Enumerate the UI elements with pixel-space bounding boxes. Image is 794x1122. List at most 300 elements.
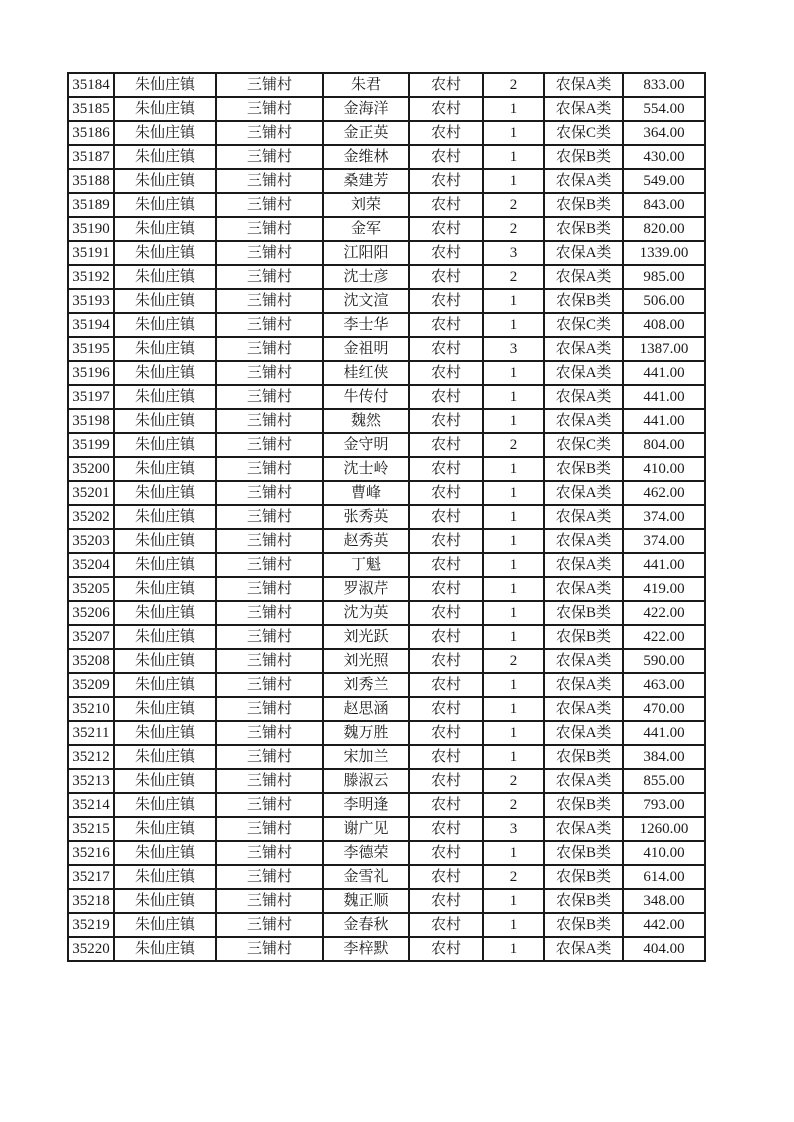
cell-town: 朱仙庄镇 (114, 385, 216, 409)
cell-insurance-category: 农保B类 (544, 841, 623, 865)
cell-person-count: 1 (483, 889, 544, 913)
table-row (68, 817, 705, 841)
cell-amount: 422.00 (623, 601, 705, 625)
cell-village: 三铺村 (216, 697, 323, 721)
cell-record-id: 35208 (68, 649, 114, 673)
table-row (68, 697, 705, 721)
cell-record-id: 35188 (68, 169, 114, 193)
table-row (68, 625, 705, 649)
cell-person-count: 1 (483, 625, 544, 649)
cell-village: 三铺村 (216, 769, 323, 793)
cell-residence-type: 农村 (409, 697, 483, 721)
cell-person-name: 沈文渲 (323, 289, 409, 313)
cell-person-count: 1 (483, 97, 544, 121)
cell-residence-type: 农村 (409, 409, 483, 433)
cell-insurance-category: 农保B类 (544, 601, 623, 625)
cell-record-id: 35191 (68, 241, 114, 265)
cell-town: 朱仙庄镇 (114, 361, 216, 385)
cell-person-name: 金守明 (323, 433, 409, 457)
cell-town: 朱仙庄镇 (114, 313, 216, 337)
cell-village: 三铺村 (216, 577, 323, 601)
cell-insurance-category: 农保B类 (544, 793, 623, 817)
cell-amount: 408.00 (623, 313, 705, 337)
cell-amount: 843.00 (623, 193, 705, 217)
cell-person-name: 李梓默 (323, 937, 409, 961)
cell-town: 朱仙庄镇 (114, 73, 216, 97)
cell-insurance-category: 农保A类 (544, 673, 623, 697)
cell-person-count: 2 (483, 649, 544, 673)
cell-person-name: 金军 (323, 217, 409, 241)
table-row (68, 73, 705, 97)
cell-amount: 549.00 (623, 169, 705, 193)
cell-amount: 374.00 (623, 505, 705, 529)
cell-person-count: 1 (483, 553, 544, 577)
cell-amount: 441.00 (623, 385, 705, 409)
cell-village: 三铺村 (216, 601, 323, 625)
table-row (68, 841, 705, 865)
cell-record-id: 35212 (68, 745, 114, 769)
cell-amount: 441.00 (623, 409, 705, 433)
cell-record-id: 35214 (68, 793, 114, 817)
cell-record-id: 35190 (68, 217, 114, 241)
cell-residence-type: 农村 (409, 889, 483, 913)
cell-amount: 442.00 (623, 913, 705, 937)
cell-person-name: 沈士彦 (323, 265, 409, 289)
table-row (68, 745, 705, 769)
cell-insurance-category: 农保A类 (544, 817, 623, 841)
cell-village: 三铺村 (216, 97, 323, 121)
table-row (68, 433, 705, 457)
table-row (68, 169, 705, 193)
cell-record-id: 35215 (68, 817, 114, 841)
table-row (68, 241, 705, 265)
cell-amount: 441.00 (623, 553, 705, 577)
cell-record-id: 35216 (68, 841, 114, 865)
cell-person-name: 桂红侠 (323, 361, 409, 385)
cell-insurance-category: 农保C类 (544, 121, 623, 145)
cell-insurance-category: 农保A类 (544, 937, 623, 961)
cell-town: 朱仙庄镇 (114, 889, 216, 913)
cell-insurance-category: 农保A类 (544, 337, 623, 361)
table-row (68, 145, 705, 169)
cell-person-count: 2 (483, 433, 544, 457)
cell-village: 三铺村 (216, 817, 323, 841)
cell-person-name: 宋加兰 (323, 745, 409, 769)
cell-person-name: 罗淑芹 (323, 577, 409, 601)
cell-record-id: 35186 (68, 121, 114, 145)
cell-insurance-category: 农保B类 (544, 193, 623, 217)
cell-record-id: 35203 (68, 529, 114, 553)
cell-residence-type: 农村 (409, 337, 483, 361)
cell-residence-type: 农村 (409, 817, 483, 841)
cell-amount: 506.00 (623, 289, 705, 313)
cell-town: 朱仙庄镇 (114, 529, 216, 553)
cell-insurance-category: 农保A类 (544, 97, 623, 121)
cell-town: 朱仙庄镇 (114, 625, 216, 649)
cell-person-count: 2 (483, 73, 544, 97)
cell-residence-type: 农村 (409, 649, 483, 673)
cell-residence-type: 农村 (409, 577, 483, 601)
cell-person-count: 2 (483, 193, 544, 217)
table-row (68, 937, 705, 961)
cell-town: 朱仙庄镇 (114, 265, 216, 289)
table-row (68, 649, 705, 673)
cell-record-id: 35200 (68, 457, 114, 481)
cell-insurance-category: 农保A类 (544, 385, 623, 409)
cell-residence-type: 农村 (409, 193, 483, 217)
cell-person-name: 金祖明 (323, 337, 409, 361)
cell-person-count: 1 (483, 385, 544, 409)
cell-residence-type: 农村 (409, 217, 483, 241)
cell-person-count: 1 (483, 361, 544, 385)
cell-village: 三铺村 (216, 865, 323, 889)
cell-record-id: 35213 (68, 769, 114, 793)
cell-insurance-category: 农保A类 (544, 409, 623, 433)
cell-town: 朱仙庄镇 (114, 721, 216, 745)
cell-insurance-category: 农保B类 (544, 289, 623, 313)
cell-village: 三铺村 (216, 505, 323, 529)
cell-amount: 833.00 (623, 73, 705, 97)
cell-record-id: 35187 (68, 145, 114, 169)
cell-person-name: 赵秀英 (323, 529, 409, 553)
cell-residence-type: 农村 (409, 505, 483, 529)
cell-amount: 404.00 (623, 937, 705, 961)
cell-amount: 804.00 (623, 433, 705, 457)
cell-village: 三铺村 (216, 193, 323, 217)
cell-residence-type: 农村 (409, 793, 483, 817)
table-row (68, 265, 705, 289)
cell-record-id: 35201 (68, 481, 114, 505)
cell-person-count: 1 (483, 169, 544, 193)
cell-town: 朱仙庄镇 (114, 241, 216, 265)
cell-amount: 348.00 (623, 889, 705, 913)
table-row (68, 673, 705, 697)
cell-record-id: 35199 (68, 433, 114, 457)
cell-town: 朱仙庄镇 (114, 337, 216, 361)
cell-insurance-category: 农保C类 (544, 433, 623, 457)
cell-village: 三铺村 (216, 913, 323, 937)
table-row (68, 121, 705, 145)
cell-person-count: 2 (483, 265, 544, 289)
cell-residence-type: 农村 (409, 601, 483, 625)
cell-person-count: 2 (483, 865, 544, 889)
cell-amount: 470.00 (623, 697, 705, 721)
table-row (68, 193, 705, 217)
cell-residence-type: 农村 (409, 841, 483, 865)
cell-person-count: 1 (483, 673, 544, 697)
cell-insurance-category: 农保A类 (544, 721, 623, 745)
cell-town: 朱仙庄镇 (114, 745, 216, 769)
cell-town: 朱仙庄镇 (114, 193, 216, 217)
cell-record-id: 35217 (68, 865, 114, 889)
cell-person-count: 2 (483, 217, 544, 241)
cell-person-name: 刘荣 (323, 193, 409, 217)
cell-person-count: 3 (483, 337, 544, 361)
cell-record-id: 35185 (68, 97, 114, 121)
cell-person-name: 张秀英 (323, 505, 409, 529)
cell-village: 三铺村 (216, 73, 323, 97)
cell-town: 朱仙庄镇 (114, 169, 216, 193)
cell-town: 朱仙庄镇 (114, 673, 216, 697)
table-row (68, 769, 705, 793)
cell-residence-type: 农村 (409, 361, 483, 385)
cell-person-count: 3 (483, 817, 544, 841)
cell-town: 朱仙庄镇 (114, 769, 216, 793)
cell-person-count: 1 (483, 745, 544, 769)
cell-residence-type: 农村 (409, 553, 483, 577)
cell-person-name: 魏然 (323, 409, 409, 433)
cell-record-id: 35202 (68, 505, 114, 529)
cell-village: 三铺村 (216, 457, 323, 481)
cell-amount: 1260.00 (623, 817, 705, 841)
cell-town: 朱仙庄镇 (114, 217, 216, 241)
cell-village: 三铺村 (216, 145, 323, 169)
cell-village: 三铺村 (216, 121, 323, 145)
cell-residence-type: 农村 (409, 481, 483, 505)
cell-insurance-category: 农保A类 (544, 265, 623, 289)
cell-person-name: 金维林 (323, 145, 409, 169)
cell-town: 朱仙庄镇 (114, 817, 216, 841)
cell-amount: 384.00 (623, 745, 705, 769)
cell-residence-type: 农村 (409, 289, 483, 313)
cell-village: 三铺村 (216, 841, 323, 865)
cell-village: 三铺村 (216, 529, 323, 553)
cell-town: 朱仙庄镇 (114, 97, 216, 121)
cell-person-name: 刘光照 (323, 649, 409, 673)
cell-residence-type: 农村 (409, 265, 483, 289)
cell-residence-type: 农村 (409, 169, 483, 193)
cell-residence-type: 农村 (409, 241, 483, 265)
cell-person-count: 1 (483, 697, 544, 721)
cell-record-id: 35209 (68, 673, 114, 697)
cell-record-id: 35206 (68, 601, 114, 625)
cell-village: 三铺村 (216, 241, 323, 265)
cell-residence-type: 农村 (409, 673, 483, 697)
cell-residence-type: 农村 (409, 73, 483, 97)
cell-amount: 462.00 (623, 481, 705, 505)
cell-village: 三铺村 (216, 385, 323, 409)
cell-town: 朱仙庄镇 (114, 649, 216, 673)
cell-amount: 410.00 (623, 457, 705, 481)
cell-amount: 410.00 (623, 841, 705, 865)
table-row (68, 601, 705, 625)
table-row (68, 889, 705, 913)
cell-insurance-category: 农保B类 (544, 745, 623, 769)
cell-amount: 441.00 (623, 721, 705, 745)
cell-record-id: 35219 (68, 913, 114, 937)
cell-residence-type: 农村 (409, 913, 483, 937)
cell-residence-type: 农村 (409, 121, 483, 145)
cell-insurance-category: 农保B类 (544, 217, 623, 241)
cell-amount: 855.00 (623, 769, 705, 793)
table-row (68, 481, 705, 505)
cell-town: 朱仙庄镇 (114, 937, 216, 961)
table-row (68, 337, 705, 361)
cell-amount: 441.00 (623, 361, 705, 385)
table-row (68, 289, 705, 313)
cell-record-id: 35195 (68, 337, 114, 361)
cell-amount: 422.00 (623, 625, 705, 649)
cell-town: 朱仙庄镇 (114, 409, 216, 433)
cell-person-name: 丁魁 (323, 553, 409, 577)
cell-town: 朱仙庄镇 (114, 841, 216, 865)
cell-residence-type: 农村 (409, 625, 483, 649)
cell-record-id: 35204 (68, 553, 114, 577)
table-row (68, 529, 705, 553)
table-row (68, 721, 705, 745)
cell-town: 朱仙庄镇 (114, 289, 216, 313)
cell-person-count: 1 (483, 121, 544, 145)
cell-village: 三铺村 (216, 673, 323, 697)
cell-person-count: 1 (483, 577, 544, 601)
cell-insurance-category: 农保B类 (544, 145, 623, 169)
cell-record-id: 35207 (68, 625, 114, 649)
cell-person-name: 金春秋 (323, 913, 409, 937)
cell-residence-type: 农村 (409, 313, 483, 337)
cell-town: 朱仙庄镇 (114, 865, 216, 889)
cell-town: 朱仙庄镇 (114, 577, 216, 601)
cell-insurance-category: 农保C类 (544, 313, 623, 337)
cell-amount: 1387.00 (623, 337, 705, 361)
cell-amount: 364.00 (623, 121, 705, 145)
table-row (68, 385, 705, 409)
cell-amount: 430.00 (623, 145, 705, 169)
cell-village: 三铺村 (216, 745, 323, 769)
cell-person-count: 1 (483, 289, 544, 313)
cell-person-name: 刘光跃 (323, 625, 409, 649)
cell-person-name: 牛传付 (323, 385, 409, 409)
cell-village: 三铺村 (216, 649, 323, 673)
cell-town: 朱仙庄镇 (114, 913, 216, 937)
cell-village: 三铺村 (216, 313, 323, 337)
cell-insurance-category: 农保A类 (544, 361, 623, 385)
cell-person-name: 李明逢 (323, 793, 409, 817)
cell-town: 朱仙庄镇 (114, 481, 216, 505)
cell-person-name: 沈为英 (323, 601, 409, 625)
cell-village: 三铺村 (216, 721, 323, 745)
cell-village: 三铺村 (216, 625, 323, 649)
cell-person-name: 桑建芳 (323, 169, 409, 193)
cell-record-id: 35193 (68, 289, 114, 313)
cell-insurance-category: 农保B类 (544, 625, 623, 649)
table-row (68, 913, 705, 937)
table-row (68, 505, 705, 529)
cell-town: 朱仙庄镇 (114, 793, 216, 817)
cell-person-name: 魏万胜 (323, 721, 409, 745)
table-row (68, 313, 705, 337)
cell-amount: 820.00 (623, 217, 705, 241)
table-row (68, 409, 705, 433)
cell-insurance-category: 农保A类 (544, 553, 623, 577)
cell-village: 三铺村 (216, 289, 323, 313)
cell-town: 朱仙庄镇 (114, 505, 216, 529)
cell-village: 三铺村 (216, 337, 323, 361)
cell-person-name: 滕淑云 (323, 769, 409, 793)
cell-insurance-category: 农保B类 (544, 457, 623, 481)
cell-town: 朱仙庄镇 (114, 697, 216, 721)
cell-record-id: 35211 (68, 721, 114, 745)
cell-person-count: 1 (483, 481, 544, 505)
cell-record-id: 35210 (68, 697, 114, 721)
cell-insurance-category: 农保A类 (544, 481, 623, 505)
cell-person-name: 沈士岭 (323, 457, 409, 481)
cell-residence-type: 农村 (409, 385, 483, 409)
table-row (68, 97, 705, 121)
cell-town: 朱仙庄镇 (114, 433, 216, 457)
table-row (68, 553, 705, 577)
cell-insurance-category: 农保B类 (544, 865, 623, 889)
cell-person-count: 2 (483, 793, 544, 817)
cell-person-name: 金海洋 (323, 97, 409, 121)
cell-person-count: 1 (483, 457, 544, 481)
cell-person-name: 金雪礼 (323, 865, 409, 889)
cell-residence-type: 农村 (409, 769, 483, 793)
cell-record-id: 35192 (68, 265, 114, 289)
cell-person-name: 江阳阳 (323, 241, 409, 265)
cell-town: 朱仙庄镇 (114, 145, 216, 169)
table-row (68, 577, 705, 601)
cell-person-count: 1 (483, 409, 544, 433)
cell-person-count: 1 (483, 937, 544, 961)
cell-person-count: 2 (483, 769, 544, 793)
cell-person-name: 金正英 (323, 121, 409, 145)
cell-amount: 590.00 (623, 649, 705, 673)
benefits-table (67, 72, 706, 962)
cell-person-count: 1 (483, 721, 544, 745)
cell-record-id: 35218 (68, 889, 114, 913)
cell-amount: 419.00 (623, 577, 705, 601)
cell-person-name: 谢广见 (323, 817, 409, 841)
cell-residence-type: 农村 (409, 865, 483, 889)
cell-village: 三铺村 (216, 217, 323, 241)
cell-town: 朱仙庄镇 (114, 553, 216, 577)
cell-amount: 793.00 (623, 793, 705, 817)
cell-residence-type: 农村 (409, 529, 483, 553)
cell-person-name: 朱君 (323, 73, 409, 97)
cell-person-count: 1 (483, 529, 544, 553)
cell-person-name: 刘秀兰 (323, 673, 409, 697)
cell-insurance-category: 农保A类 (544, 169, 623, 193)
cell-insurance-category: 农保A类 (544, 241, 623, 265)
cell-amount: 374.00 (623, 529, 705, 553)
cell-record-id: 35220 (68, 937, 114, 961)
cell-village: 三铺村 (216, 937, 323, 961)
cell-amount: 463.00 (623, 673, 705, 697)
cell-insurance-category: 农保A类 (544, 697, 623, 721)
cell-residence-type: 农村 (409, 145, 483, 169)
cell-person-count: 3 (483, 241, 544, 265)
table-row (68, 217, 705, 241)
cell-person-count: 1 (483, 505, 544, 529)
cell-town: 朱仙庄镇 (114, 601, 216, 625)
cell-residence-type: 农村 (409, 97, 483, 121)
cell-person-name: 曹峰 (323, 481, 409, 505)
cell-person-name: 李德荣 (323, 841, 409, 865)
cell-village: 三铺村 (216, 481, 323, 505)
cell-village: 三铺村 (216, 433, 323, 457)
cell-person-name: 赵思涵 (323, 697, 409, 721)
cell-village: 三铺村 (216, 361, 323, 385)
cell-insurance-category: 农保A类 (544, 577, 623, 601)
cell-insurance-category: 农保B类 (544, 889, 623, 913)
cell-record-id: 35196 (68, 361, 114, 385)
cell-person-name: 魏正顺 (323, 889, 409, 913)
cell-insurance-category: 农保A类 (544, 505, 623, 529)
cell-residence-type: 农村 (409, 721, 483, 745)
benefits-table-body (68, 73, 705, 961)
cell-record-id: 35197 (68, 385, 114, 409)
cell-person-count: 1 (483, 913, 544, 937)
